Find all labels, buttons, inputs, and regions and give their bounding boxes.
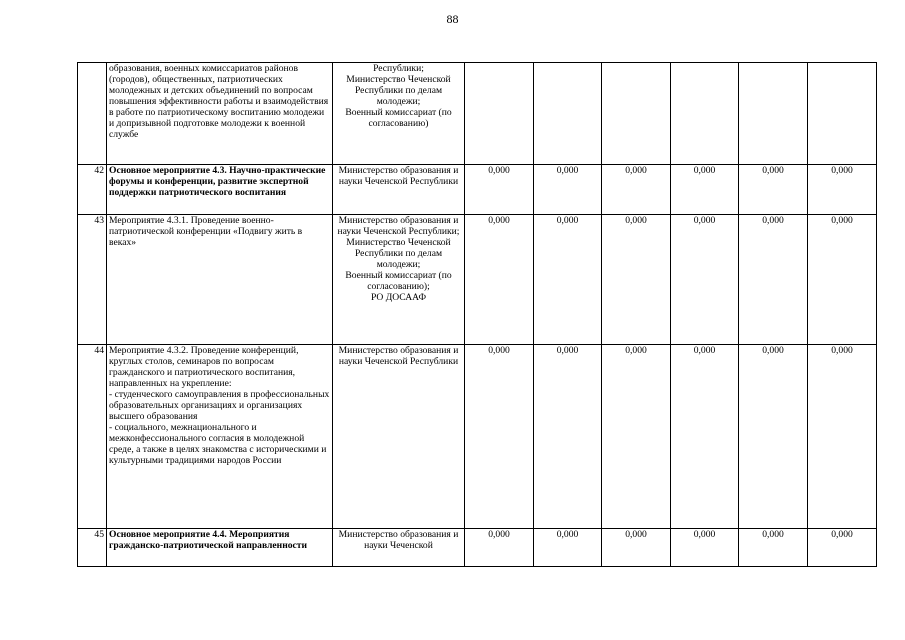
value-cell: 0,000: [739, 345, 808, 529]
row-number: 42: [78, 165, 107, 215]
executor: Республики; Министерство Чеченской Республики по делам молодежи; Военный комиссариат (по согласованию): [333, 63, 465, 165]
table-row: [78, 63, 877, 165]
value-cell: 0,000: [808, 215, 877, 345]
value-cell: 0,000: [534, 215, 602, 345]
value-cell: 0,000: [739, 529, 808, 567]
executor: Министерство образования и науки Чеченской Республики: [333, 345, 465, 529]
row-number: 43: [78, 215, 107, 345]
value-cell: [808, 63, 877, 165]
value-cell: [534, 63, 602, 165]
value-cell: 0,000: [465, 345, 534, 529]
executor: Министерство образования и науки Чеченской: [333, 529, 465, 567]
value-cell: 0,000: [602, 529, 671, 567]
measure-name: Основное мероприятие 4.4. Мероприятия гражданско-патриотической направленности: [107, 529, 333, 567]
executor: Министерство образования и науки Чеченской Республики; Министерство Чеченской Республики по делам молодежи; Военный комиссариат (по согласованию); РО ДОСААФ: [333, 215, 465, 345]
measure-name: Мероприятие 4.3.2. Проведение конференций, круглых столов, семинаров по вопросам гражданского и патриотического воспитания, направленных на укрепление: - студенческого самоуправления в профессиональных образовательных организациях и организациях высшего образования - социального, межнационального и межконфессионального согласия в молодежной среде, а также в целях знакомства с историческими и культурными традициями народов России: [107, 345, 333, 529]
measure-name: Мероприятие 4.3.1. Проведение военно-патриотической конференции «Подвигу жить в веках»: [107, 215, 333, 345]
value-cell: 0,000: [534, 165, 602, 215]
value-cell: 0,000: [465, 215, 534, 345]
executor: Министерство образования и науки Чеченской Республики: [333, 165, 465, 215]
value-cell: 0,000: [671, 165, 739, 215]
table-row: [78, 529, 877, 567]
value-cell: [739, 63, 808, 165]
value-cell: 0,000: [465, 165, 534, 215]
measure-name: Основное мероприятие 4.3. Научно-практические форумы и конференции, развитие экспертной поддержки патриотического воспитания: [107, 165, 333, 215]
value-cell: 0,000: [534, 529, 602, 567]
value-cell: 0,000: [739, 165, 808, 215]
value-cell: 0,000: [602, 165, 671, 215]
table-row: [78, 215, 877, 345]
measure-name: образования, военных комиссариатов районов (городов), общественных, патриотических молодежных и детских объединений по вопросам повышения эффективности работы и взаимодействия в работе по патриотическому воспитанию молодежи и допризывной подготовке молодежи к военной службе: [107, 63, 333, 165]
value-cell: [602, 63, 671, 165]
value-cell: 0,000: [602, 215, 671, 345]
program-measures-table: [77, 62, 877, 567]
row-number: 45: [78, 529, 107, 567]
value-cell: 0,000: [808, 345, 877, 529]
value-cell: 0,000: [739, 215, 808, 345]
value-cell: 0,000: [671, 345, 739, 529]
value-cell: 0,000: [671, 529, 739, 567]
value-cell: 0,000: [808, 529, 877, 567]
value-cell: 0,000: [534, 345, 602, 529]
value-cell: 0,000: [671, 215, 739, 345]
value-cell: 0,000: [602, 345, 671, 529]
table-row: [78, 345, 877, 529]
page-number: 88: [446, 12, 459, 26]
value-cell: [671, 63, 739, 165]
value-cell: 0,000: [465, 529, 534, 567]
row-number: [78, 63, 107, 165]
table-row: [78, 165, 877, 215]
row-number: 44: [78, 345, 107, 529]
value-cell: [465, 63, 534, 165]
value-cell: 0,000: [808, 165, 877, 215]
